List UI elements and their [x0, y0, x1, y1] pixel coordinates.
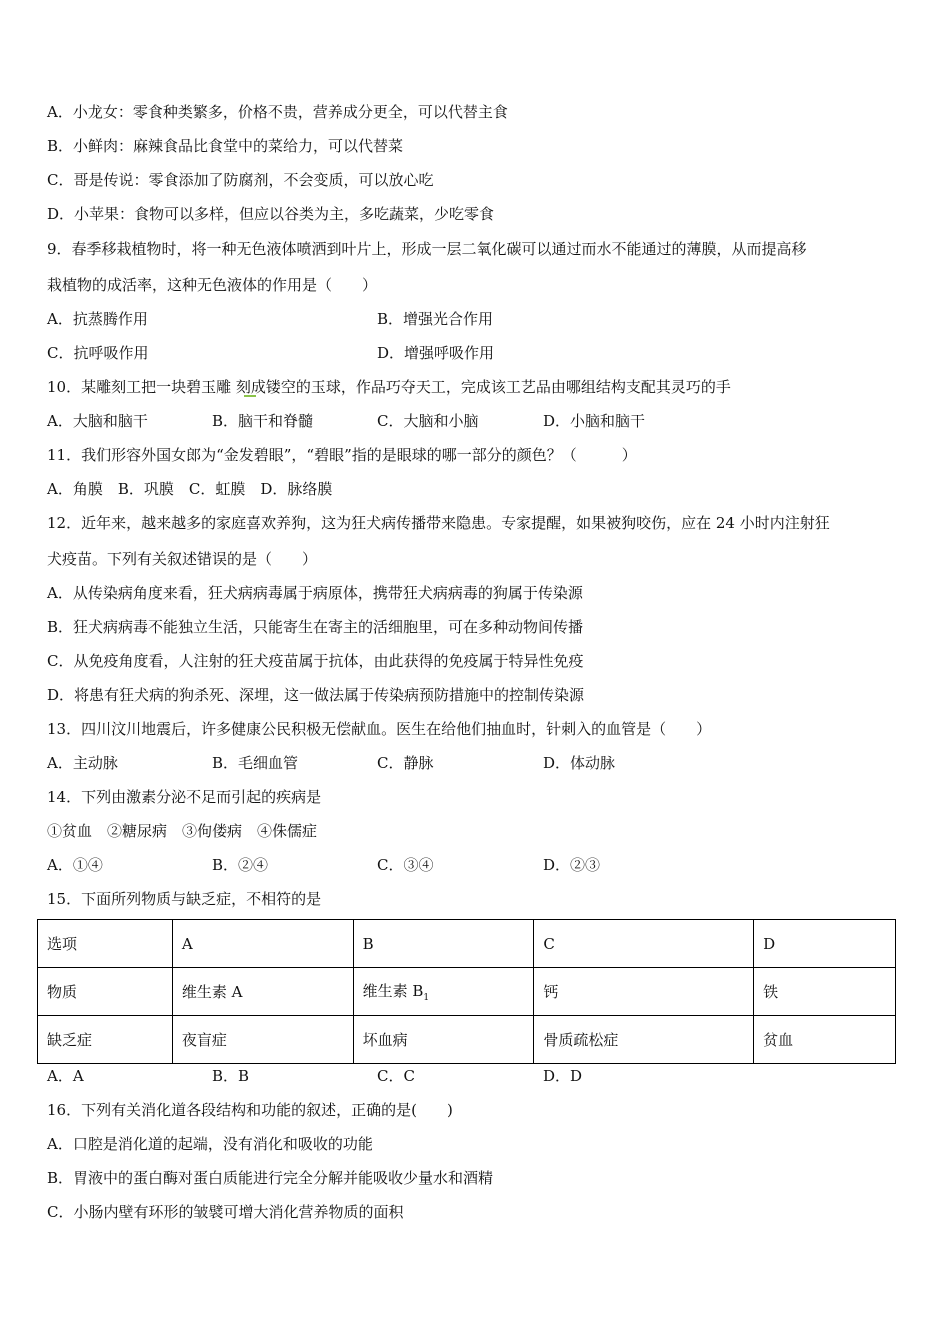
table-cell: D — [754, 920, 896, 968]
q9-option-c: C．抗呼吸作用 — [47, 344, 149, 362]
q12-stem-line2: 犬疫苗。下列有关叙述错误的是（ ） — [47, 550, 318, 568]
q10-stem: 10．某雕刻工把一块碧玉雕 刻成镂空的玉球，作品巧夺天工，完成该工艺品由哪组结构支配其灵巧的手 — [47, 378, 731, 396]
q9-option-d: D．增强呼吸作用 — [377, 344, 495, 362]
table-cell: 贫血 — [754, 1016, 896, 1064]
table-cell: 维生素 A — [172, 968, 353, 1016]
q13-stem: 13．四川汶川地震后，许多健康公民积极无偿献血。医生在给他们抽血时，针刺入的血管是（ ） — [47, 720, 712, 738]
q15-stem: 15．下面所列物质与缺乏症，不相符的是 — [47, 890, 322, 908]
q12-option-a: A．从传染病角度来看，狂犬病病毒属于病原体，携带狂犬病病毒的狗属于传染源 — [47, 584, 583, 602]
table-cell: 物质 — [38, 968, 173, 1016]
q9-option-b: B．增强光合作用 — [377, 310, 494, 328]
q16-option-c: C．小肠内壁有环形的皱襞可增大消化营养物质的面积 — [47, 1203, 404, 1221]
q14-option-a: A．①④ — [47, 856, 103, 874]
q10-option-b: B．脑干和脊髓 — [212, 412, 314, 430]
q10-option-d: D．小脑和脑干 — [543, 412, 646, 430]
q13-option-d: D．体动脉 — [543, 754, 616, 772]
q8-option-d: D．小苹果：食物可以多样，但应以谷类为主，多吃蔬菜，少吃零食 — [47, 205, 495, 223]
q14-option-b: B．②④ — [212, 856, 269, 874]
q8-option-a: A．小龙女：零食种类繁多，价格不贵，营养成分更全，可以代替主食 — [47, 103, 508, 121]
table-cell: 夜盲症 — [172, 1016, 353, 1064]
q8-option-c: C．哥是传说：零食添加了防腐剂，不会变质，可以放心吃 — [47, 171, 434, 189]
q9-option-a: A．抗蒸腾作用 — [47, 310, 148, 328]
table-cell: 选项 — [38, 920, 173, 968]
q14-items: ①贫血 ②糖尿病 ③佝偻病 ④侏儒症 — [47, 822, 318, 840]
table-cell: 骨质疏松症 — [534, 1016, 754, 1064]
q8-option-b: B．小鲜肉：麻辣食品比食堂中的菜给力，可以代替菜 — [47, 137, 404, 155]
table-cell: A — [172, 920, 353, 968]
table-cell: B — [353, 920, 534, 968]
q15-option-b: B．B — [212, 1067, 250, 1085]
q12-option-d: D．将患有狂犬病的狗杀死、深埋，这一做法属于传染病预防措施中的控制传染源 — [47, 686, 585, 704]
q15-option-c: C．C — [377, 1067, 415, 1085]
q16-option-b: B．胃液中的蛋白酶对蛋白质能进行完全分解并能吸收少量水和酒精 — [47, 1169, 494, 1187]
q10-option-c: C．大脑和小脑 — [377, 412, 479, 430]
table-cell: 铁 — [754, 968, 896, 1016]
table-cell: 钙 — [534, 968, 754, 1016]
q16-option-a: A．口腔是消化道的起端，没有消化和吸收的功能 — [47, 1135, 373, 1153]
table-row — [38, 1016, 896, 1064]
vitamin-b-label: 维生素 B — [362, 982, 424, 1000]
q11-stem: 11．我们形容外国女郎为“金发碧眼”，“碧眼”指的是眼球的哪一部分的颜色？（ ） — [47, 446, 637, 464]
table-cell: 坏血病 — [353, 1016, 534, 1064]
table-row — [38, 968, 896, 1016]
q15-table — [37, 919, 896, 1064]
q15-option-a: A．A — [47, 1067, 84, 1085]
q12-stem-line1: 12．近年来，越来越多的家庭喜欢养狗，这为狂犬病传播带来隐患。专家提醒，如果被狗咬伤，应在 24 小时内注射狂 — [47, 514, 830, 532]
q12-option-c: C．从免疫角度看，人注射的狂犬疫苗属于抗体，由此获得的免疫属于特异性免疫 — [47, 652, 584, 670]
table-row — [38, 920, 896, 968]
q14-option-d: D．②③ — [543, 856, 601, 874]
q12-option-b: B．狂犬病病毒不能独立生活，只能寄生在寄主的活细胞里，可在多种动物间传播 — [47, 618, 584, 636]
q14-stem: 14．下列由激素分泌不足而引起的疾病是 — [47, 788, 322, 806]
q9-stem-line1: 9．春季移栽植物时，将一种无色液体喷洒到叶片上，形成一层二氧化碳可以通过而水不能通过的薄膜，从而提高移 — [47, 240, 807, 258]
q13-option-c: C．静脉 — [377, 754, 434, 772]
q14-option-c: C．③④ — [377, 856, 434, 874]
q10-option-a: A．大脑和脑干 — [47, 412, 148, 430]
spellcheck-mark — [244, 392, 256, 397]
vitamin-b-subscript: 1 — [423, 993, 430, 1003]
q13-option-b: B．毛细血管 — [212, 754, 299, 772]
q13-option-a: A．主动脉 — [47, 754, 118, 772]
q11-options: A．角膜 B．巩膜 C．虹膜 D．脉络膜 — [47, 480, 333, 498]
table-cell — [353, 968, 534, 1016]
table-cell: 缺乏症 — [38, 1016, 173, 1064]
table-cell: C — [534, 920, 754, 968]
q9-stem-line2: 栽植物的成活率，这种无色液体的作用是（ ） — [47, 276, 378, 294]
q15-option-d: D．D — [543, 1067, 583, 1085]
q16-stem: 16．下列有关消化道各段结构和功能的叙述，正确的是( ) — [47, 1101, 453, 1119]
